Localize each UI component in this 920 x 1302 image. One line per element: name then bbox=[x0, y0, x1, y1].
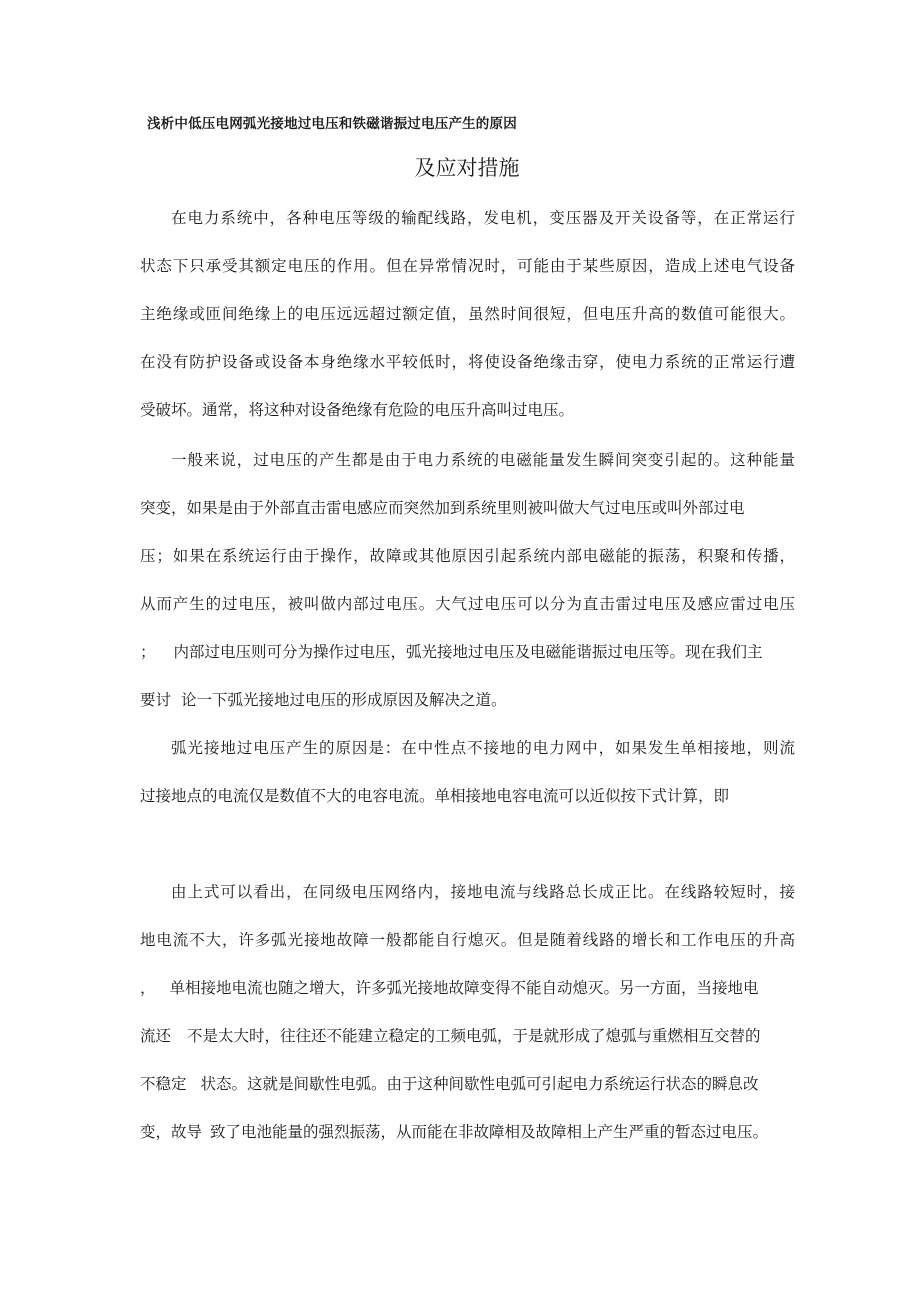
paragraph-1-line-5: 受破坏。通常，将这种对设备绝缘有危险的电压升高叫过电压。 bbox=[140, 401, 575, 419]
paragraph-2-line-6-text: 论一下弧光接地过电压的形成原因及解决之道。 bbox=[181, 691, 507, 709]
paragraph-1-line-3: 主绝缘或匝间绝缘上的电压远远超过额定值，虽然时间很短，但电压升高的数值可能很大。 bbox=[140, 305, 795, 323]
paragraph-1-line-4: 在没有防护设备或设备本身绝缘水平较低时，将使设备绝缘击穿，使电力系统的正常运行遭 bbox=[140, 353, 795, 371]
paragraph-4-line-6-text: 致了电池能量的强烈振荡，从而能在非故障相及故障相上产生严重的暂态过电压。 bbox=[210, 1123, 769, 1141]
paragraph-4-line-3-prefix: ， bbox=[140, 979, 156, 997]
document-title-line-2: 及应对措施 bbox=[414, 156, 520, 180]
paragraph-2-line-4: 从而产生的过电压，被叫做内部过电压。大气过电压可以分为直击雷过电压及感应雷过电压 bbox=[140, 595, 795, 613]
paragraph-4-line-5-prefix: 不稳定 bbox=[140, 1075, 187, 1093]
paragraph-4-line-3 bbox=[140, 978, 795, 998]
paragraph-2-line-2: 突变，如果是由于外部直击雷电感应而突然加到系统里则被叫做大气过电压或叫外部过电 bbox=[140, 499, 745, 517]
paragraph-4-line-6 bbox=[140, 1122, 795, 1142]
paragraph-1-line-1: 在电力系统中，各种电压等级的输配线路，发电机，变压器及开关设备等，在正常运行 bbox=[171, 209, 795, 227]
paragraph-4-line-4-prefix: 流还 bbox=[140, 1027, 172, 1045]
paragraph-2-line-6-prefix: 要讨 bbox=[140, 691, 172, 709]
paragraph-4-line-6-prefix: 变，故导 bbox=[140, 1123, 203, 1141]
paragraph-2-line-5-prefix: ； bbox=[140, 643, 156, 661]
paragraph-4-line-5 bbox=[140, 1074, 795, 1094]
paragraph-4-line-1: 由上式可以看出，在同级电压网络内，接地电流与线路总长成正比。在线路较短时，接 bbox=[171, 883, 795, 901]
paragraph-4-line-4-text: 不是太大时，往往还不能建立稳定的工频电弧，于是就形成了熄弧与重燃相互交替的 bbox=[187, 1027, 761, 1045]
paragraph-2-line-5-text: 内部过电压则可分为操作过电压，弧光接地过电压及电磁能谐振过电压等。现在我们主 bbox=[173, 643, 763, 661]
paragraph-2-line-6 bbox=[140, 690, 795, 710]
paragraph-2-line-5 bbox=[140, 642, 795, 662]
paragraph-3-line-1: 弧光接地过电压产生的原因是：在中性点不接地的电力网中，如果发生单相接地，则流 bbox=[171, 739, 795, 757]
paragraph-4-line-2: 地电流不大，许多弧光接地故障一般都能自行熄灭。但是随着线路的增长和工作电压的升高 bbox=[140, 931, 795, 949]
paragraph-4-line-3-text: 单相接地电流也随之增大，许多弧光接地故障变得不能自动熄灭。另一方面，当接地电 bbox=[169, 979, 759, 997]
paragraph-4-line-5-text: 状态。这就是间歇性电弧。由于这种间歇性电弧可引起电力系统运行状态的瞬息改 bbox=[200, 1075, 759, 1093]
paragraph-4-line-4 bbox=[140, 1026, 795, 1046]
paragraph-2-line-3: 压；如果在系统运行由于操作，故障或其他原因引起系统内部电磁能的振荡，积聚和传播， bbox=[140, 547, 795, 565]
document-title-line-1: 浅析中低压电网弧光接地过电压和铁磁谐振过电压产生的原因 bbox=[147, 116, 517, 132]
paragraph-2-line-1: 一般来说，过电压的产生都是由于电力系统的电磁能量发生瞬间突变引起的。这种能量 bbox=[171, 451, 795, 469]
paragraph-3-line-2: 过接地点的电流仅是数值不大的电容电流。单相接地电容电流可以近似按下式计算，即 bbox=[140, 787, 730, 805]
paragraph-1-line-2: 状态下只承受其额定电压的作用。但在异常情况时，可能由于某些原因，造成上述电气设备 bbox=[140, 257, 795, 275]
